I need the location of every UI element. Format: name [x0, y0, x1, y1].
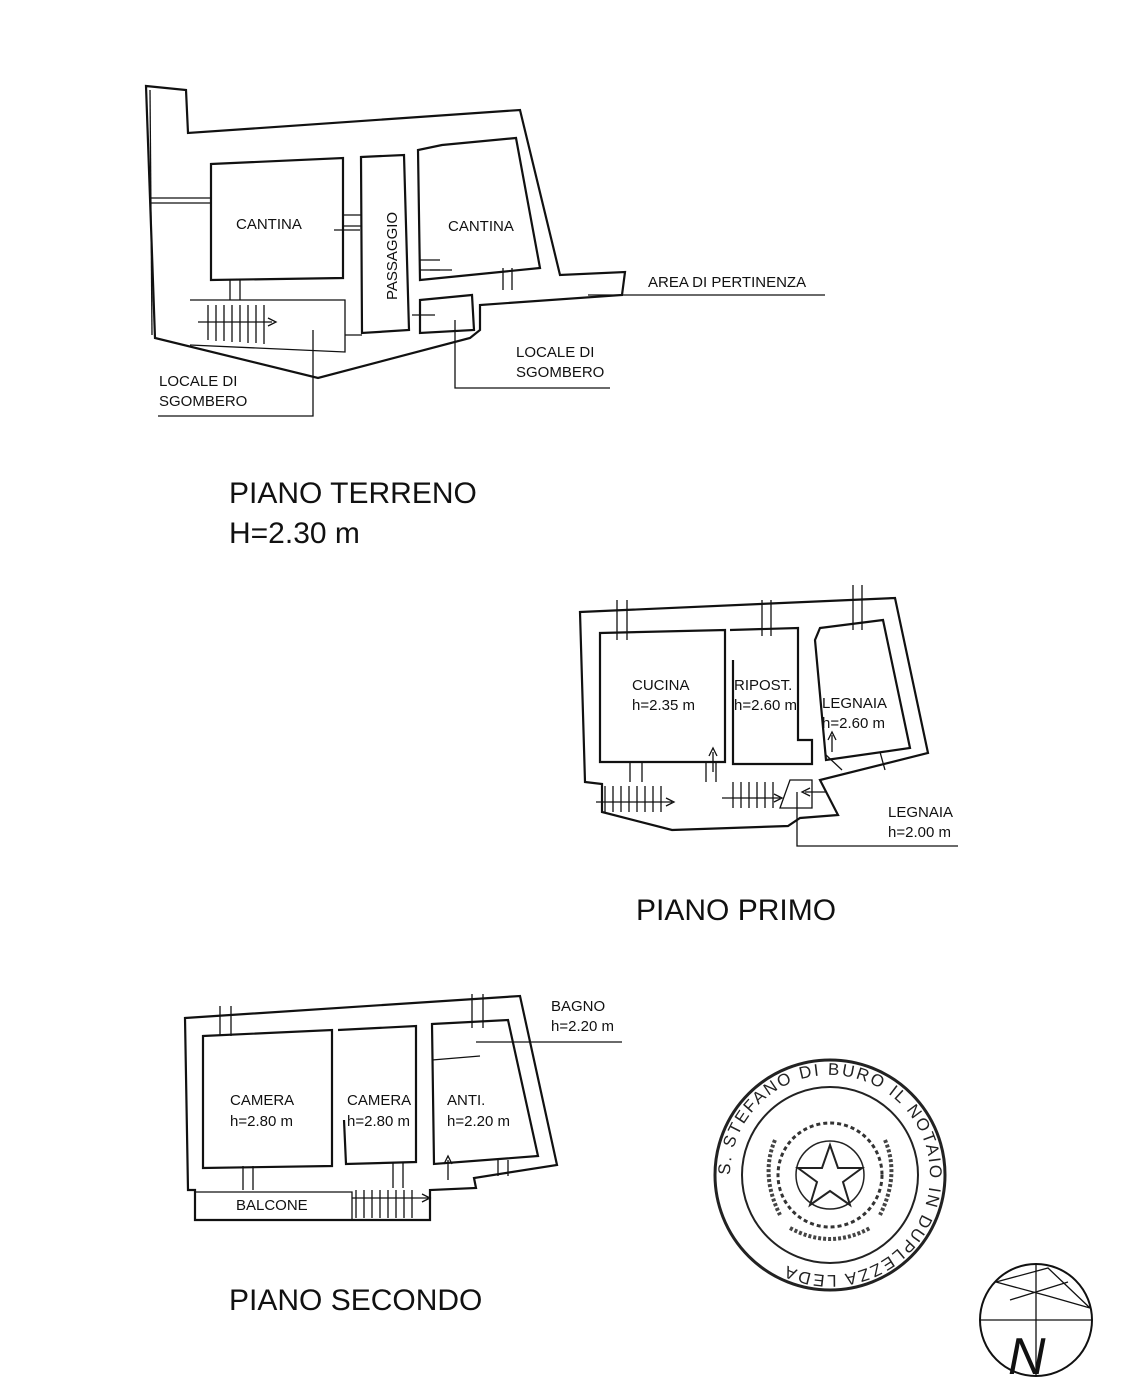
label-ripost-height: h=2.60 m	[734, 697, 797, 714]
ground-floor-height: H=2.30 m	[229, 517, 360, 550]
second-floor-plan	[185, 994, 622, 1317]
label-cantina-left: CANTINA	[236, 216, 302, 233]
label-camera-1: CAMERA	[230, 1092, 295, 1109]
label-camera-2: CAMERA	[347, 1092, 412, 1109]
first-floor-plan	[580, 585, 958, 927]
label-balcone: BALCONE	[236, 1197, 308, 1214]
label-legnaia-2-height: h=2.00 m	[888, 824, 951, 841]
stamp-text: S. STEFANO DI BURO IL NOTAIO IN DUPLEZZA LEDA	[714, 1059, 946, 1291]
label-anti: ANTI.	[447, 1092, 486, 1109]
ground-floor-title: PIANO TERRENO	[229, 477, 477, 510]
label-camera-2-height: h=2.80 m	[347, 1113, 410, 1130]
label-bagno: BAGNO	[551, 998, 606, 1015]
ground-floor-plan	[146, 86, 825, 550]
label-camera-1-height: h=2.80 m	[230, 1113, 293, 1130]
label-cucina-height: h=2.35 m	[632, 697, 695, 714]
label-passaggio: PASSAGGIO	[384, 211, 401, 300]
label-locale-right-line1: LOCALE DI	[516, 344, 595, 361]
north-label: N	[1008, 1328, 1046, 1382]
north-arrow	[980, 1264, 1092, 1382]
label-legnaia-height: h=2.60 m	[822, 715, 885, 732]
label-ripost: RIPOST.	[734, 677, 793, 694]
label-bagno-height: h=2.20 m	[551, 1018, 614, 1035]
label-locale-left-line2: SGOMBERO	[159, 393, 248, 410]
label-area-di-pertinenza: AREA DI PERTINENZA	[648, 274, 807, 291]
label-legnaia: LEGNAIA	[822, 695, 888, 712]
label-cantina-right: CANTINA	[448, 218, 514, 235]
second-floor-title: PIANO SECONDO	[229, 1284, 483, 1317]
label-locale-left-line1: LOCALE DI	[159, 373, 238, 390]
first-floor-title: PIANO PRIMO	[636, 894, 837, 927]
label-legnaia-2: LEGNAIA	[888, 804, 954, 821]
label-locale-right-line2: SGOMBERO	[516, 364, 605, 381]
label-anti-height: h=2.20 m	[447, 1113, 510, 1130]
label-cucina: CUCINA	[632, 677, 690, 694]
notary-stamp	[715, 1060, 945, 1290]
